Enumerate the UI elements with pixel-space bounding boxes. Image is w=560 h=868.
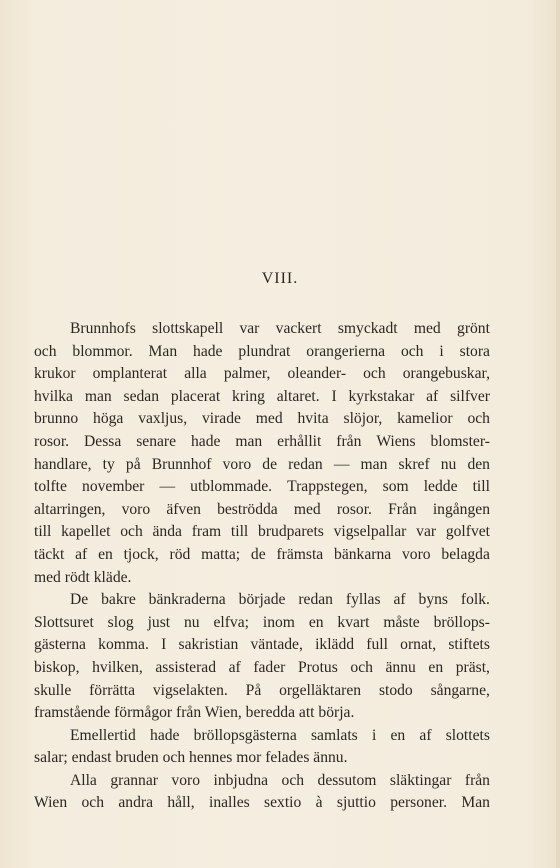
text-line: altarringen, voro äfven beströdda med rosor. Från ingången xyxy=(34,500,490,518)
text-line: och blommor. Man hade plundrat orangerierna och i stora xyxy=(34,342,490,360)
text-line: krukor omplanterat alla palmer, oleander- och orangebuskar, xyxy=(34,365,490,383)
text-line: Slottsuret slog just nu elfva; inom en kvart måste bröllops- xyxy=(34,613,490,631)
text-line: skulle förrätta vigselakten. På orgelläktaren stodo sångarne, xyxy=(34,681,490,699)
text-line: gästerna komma. I sakristian väntade, iklädd full ornat, stiftets xyxy=(34,636,490,654)
text-line: salar; endast bruden och hennes mor felades ännu. xyxy=(34,749,348,767)
text-line: De bakre bänkraderna började redan fyllas af byns folk. xyxy=(70,591,490,609)
text-line: biskop, hvilken, assisterad af fader Protus och ännu en präst, xyxy=(34,658,490,676)
text-line: Brunnhofs slottskapell var vackert smyckadt med grönt xyxy=(70,320,490,337)
body-text xyxy=(34,318,490,815)
text-line: Wien och andra håll, inalles sextio à sjuttio personer. Man xyxy=(34,794,490,812)
text-line: till kapellet och ända fram till brudparets vigselpallar var golfvet xyxy=(34,523,490,541)
page-edge xyxy=(556,0,560,868)
text-line: med rödt kläde. xyxy=(34,568,132,586)
text-line: brunno höga vaxljus, virade med hvita slöjor, kamelior och xyxy=(34,410,490,428)
text-line: handlare, ty på Brunnhof voro de redan — man skref nu den xyxy=(34,455,490,473)
text-line: rosor. Dessa senare hade man erhållit från Wiens blomster- xyxy=(34,432,490,450)
text-line: täckt af en tjock, röd matta; de främsta bänkarna voro belagda xyxy=(34,545,490,563)
text-line: Emellertid hade bröllopsgästerna samlats i en af slottets xyxy=(70,726,490,744)
text-line: framstående förmågor från Wien, beredda att börja. xyxy=(34,704,355,722)
chapter-heading: VIII. xyxy=(261,270,299,287)
text-line: Alla grannar voro inbjudna och dessutom släktingar från xyxy=(70,771,490,789)
text-line: tolfte november — utblommade. Trappstegen, som ledde till xyxy=(34,478,490,496)
text-line: hvilka man sedan placerat kring altaret. I kyrkstakar af silfver xyxy=(34,387,490,405)
